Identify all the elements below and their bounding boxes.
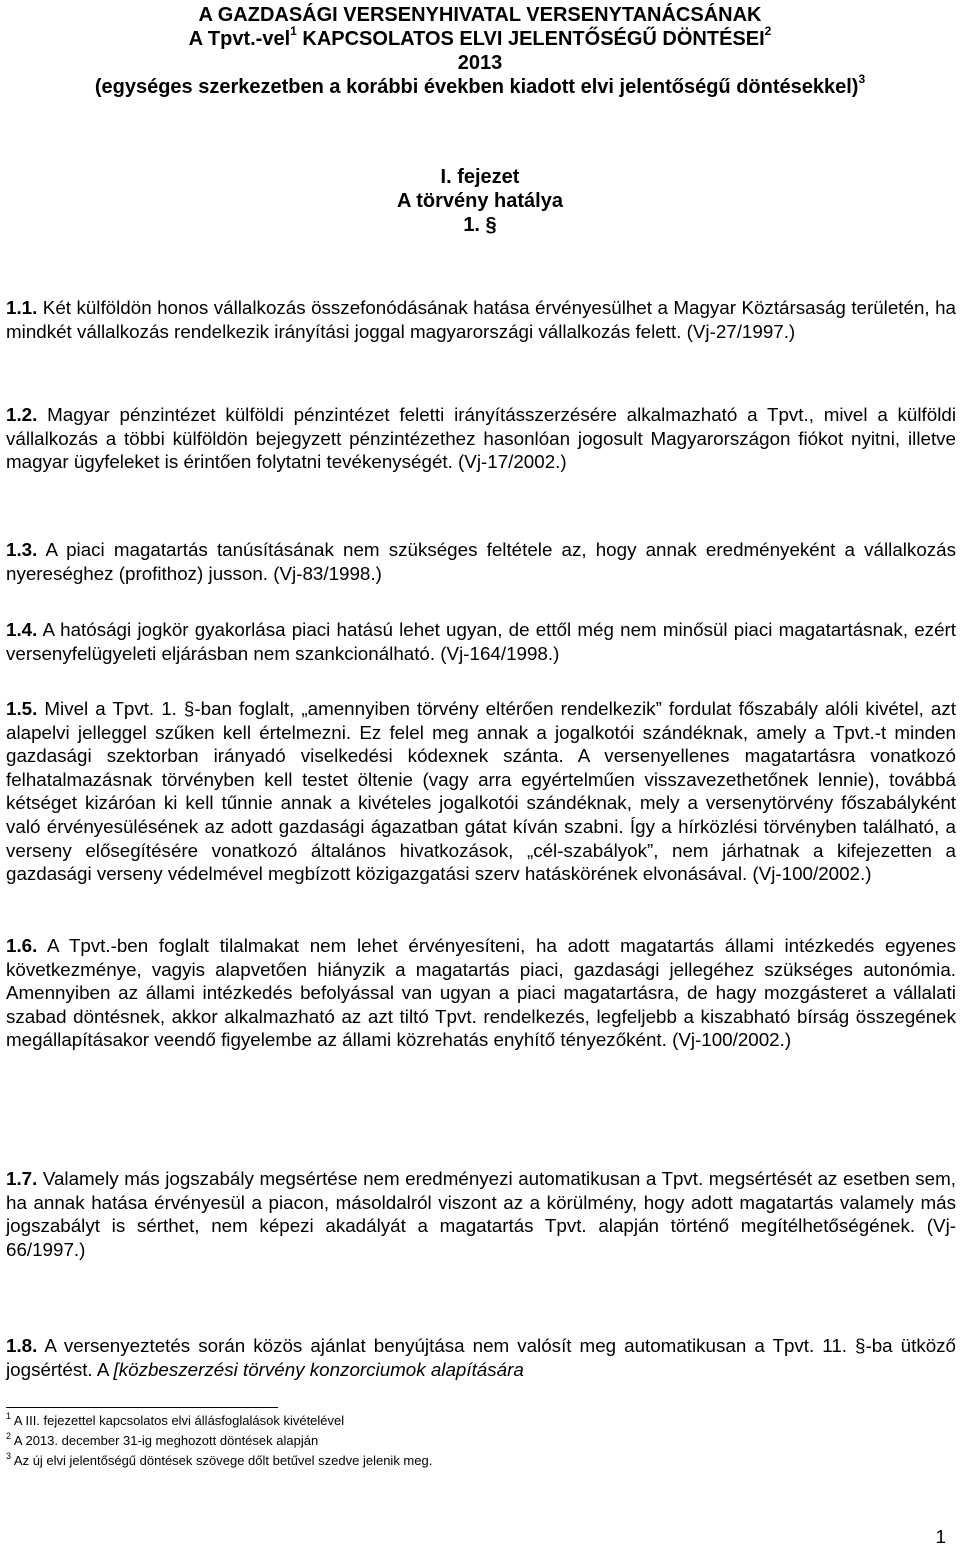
footnote-text: A 2013. december 31-ig meghozott döntések alapján bbox=[11, 1433, 319, 1448]
paragraph-number: 1.5. bbox=[6, 698, 38, 719]
footnote-number: 3 bbox=[6, 1450, 12, 1461]
footnote-separator bbox=[6, 1407, 278, 1408]
footnote-ref-2[interactable]: 2 bbox=[764, 24, 772, 39]
paragraph-1-3 bbox=[6, 538, 956, 585]
header-line-2-middle: KAPCSOLATOS ELVI JELENTŐSÉGŰ DÖNTÉSEI bbox=[296, 28, 765, 50]
header-subtitle: (egységes szerkezetben a korábbi években kiadott elvi jelentőségű döntésekkel) bbox=[94, 76, 859, 98]
header-line-2 bbox=[10, 24, 950, 51]
paragraph-number: 1.3. bbox=[6, 539, 38, 560]
paragraph-text: A versenyeztetés során közös ajánlat benyújtása nem valósít meg automatikusan a Tpvt. 11. §-ba ütköző jogsértést. A bbox=[6, 1335, 956, 1380]
footnote-1 bbox=[6, 1410, 345, 1429]
header-line-4 bbox=[10, 72, 950, 99]
page-number: 1 bbox=[935, 1526, 946, 1547]
paragraph-number: 1.6. bbox=[6, 935, 38, 956]
footnote-text: Az új elvi jelentőségű döntések szövege dőlt betűvel szedve jelenik meg. bbox=[11, 1453, 433, 1468]
document-header bbox=[10, 3, 950, 99]
paragraph-number: 1.4. bbox=[6, 619, 38, 640]
paragraph-number: 1.1. bbox=[6, 297, 38, 318]
paragraph-1-1 bbox=[6, 296, 956, 343]
paragraph-1-2 bbox=[6, 403, 956, 474]
paragraph-text: Magyar pénzintézet külföldi pénzintézet feletti irányításszerzésére alkalmazható a Tpvt., mivel a külföldi vállalkozás a többi külföldön bejegyzett pénzintézethez hasonlóan jogosult Magyarországon fiókot nyitni, illetve magyar ügyfeleket is érintően folytatni tevékenységét. (Vj-17/2002.) bbox=[6, 404, 956, 473]
paragraph-1-5 bbox=[6, 697, 956, 886]
paragraph-1-6 bbox=[6, 934, 956, 1052]
paragraph-1-7 bbox=[6, 1167, 956, 1261]
paragraph-1-8 bbox=[6, 1334, 956, 1381]
chapter-number: I. fejezet bbox=[440, 166, 520, 188]
header-line-2-start: A Tpvt.-vel bbox=[188, 28, 291, 50]
chapter-heading bbox=[0, 165, 960, 237]
paragraph-text: Két külföldön honos vállalkozás összefonódásának hatása érvényesülhet a Magyar Köztársaság területén, ha mindkét vállalkozás rendelkezik irányítási joggal magyarországi vállalkozás felett. (Vj-27/1997.) bbox=[6, 297, 956, 342]
paragraph-text: Valamely más jogszabály megsértése nem eredményezi automatikusan a Tpvt. megsértését az esetben sem, ha annak hatása érvényesül a piacon, másoldalról viszont az a körülmény, hogy adott magatartás valamely más jogszabályt is sérthet, nem képezi akadályát a magatartás Tpvt. alapján történő megítélhetőségének. (Vj-66/1997.) bbox=[6, 1168, 956, 1260]
paragraph-number: 1.8. bbox=[6, 1335, 38, 1356]
header-line-1: A GAZDASÁGI VERSENYHIVATAL VERSENYTANÁCSÁNAK bbox=[198, 4, 762, 26]
paragraph-text: A hatósági jogkör gyakorlása piaci hatású lehet ugyan, de ettől még nem minősül piaci magatartásnak, ezért versenyfelügyeleti eljárásban nem szankcionálható. (Vj-164/1998.) bbox=[6, 619, 956, 664]
paragraph-number: 1.7. bbox=[6, 1168, 38, 1189]
paragraph-text: Mivel a Tpvt. 1. §-ban foglalt, „amennyiben törvény eltérően rendelkezik” fordulat főszabály alóli kivétel, azt alapelvi jelleggel szűken kell értelmezni. Ez felel meg annak a jogalkotói szándéknak, amely a Tpvt.-t minden gazdasági szektorban irányadó viselkedési kódexnek szánta. A versenyellenes magatartásra vonatkozó felhatalmazásnak törvényben kell testet öltenie (vagy arra egyértelműen visszavezethetőnek lennie), továbbá kétséget kizáróan ki kell tűnnie annak a kivételes jogalkotói szándéknak, mely a versenytörvény főszabályként való érvényesülésének az adott gazdasági ágazatban gátat kíván szabni. Így a hírközlési törvényben található, a verseny elősegítésére vonatkozó általános hivatkozások, „cél-szabályok”, nem járhatnak a kifejezetten a gazdasági verseny védelmével megbízott közigazgatási szerv hatáskörének elvonásával. (Vj-100/2002.) bbox=[6, 698, 956, 885]
footnote-2 bbox=[6, 1430, 319, 1449]
footnote-ref-1[interactable]: 1 bbox=[290, 24, 297, 39]
paragraph-text: A Tpvt.-ben foglalt tilalmakat nem lehet érvényesíteni, ha adott magatartás állami intézkedés egyenes következménye, vagyis alapvetően hiányzik a magatartás piaci, gazdasági jellegéhez szükséges autonómia. Amennyiben az állami intézkedés befolyással van ugyan a piaci magatartásra, de hagy mozgásteret a vállalati szabad döntésnek, akkor alkalmazható az azt tiltó Tpvt. rendelkezés, legfeljebb a kiszabható bírság összegének megállapításakor veendő figyelembe az állami közrehatás enyhítő tényezőként. (Vj-100/2002.) bbox=[6, 935, 956, 1051]
footnote-number: 2 bbox=[6, 1430, 12, 1441]
paragraph-italic-text: [közbeszerzési törvény konzorciumok alapítására bbox=[113, 1358, 524, 1380]
paragraph-number: 1.2. bbox=[6, 404, 38, 425]
section-number: 1. § bbox=[463, 214, 497, 236]
paragraph-1-4 bbox=[6, 618, 956, 665]
paragraph-text: A piaci magatartás tanúsításának nem szükséges feltétele az, hogy annak eredményeként a vállalkozás nyereséghez (profithoz) jusson. (Vj-83/1998.) bbox=[6, 539, 956, 584]
footnote-3 bbox=[6, 1450, 433, 1469]
chapter-title: A törvény hatálya bbox=[397, 190, 563, 212]
footnote-text: A III. fejezettel kapcsolatos elvi állásfoglalások kivételével bbox=[11, 1413, 345, 1428]
footnote-number: 1 bbox=[6, 1410, 12, 1421]
footnote-ref-3[interactable]: 3 bbox=[858, 72, 866, 87]
header-year: 2013 bbox=[457, 52, 503, 74]
